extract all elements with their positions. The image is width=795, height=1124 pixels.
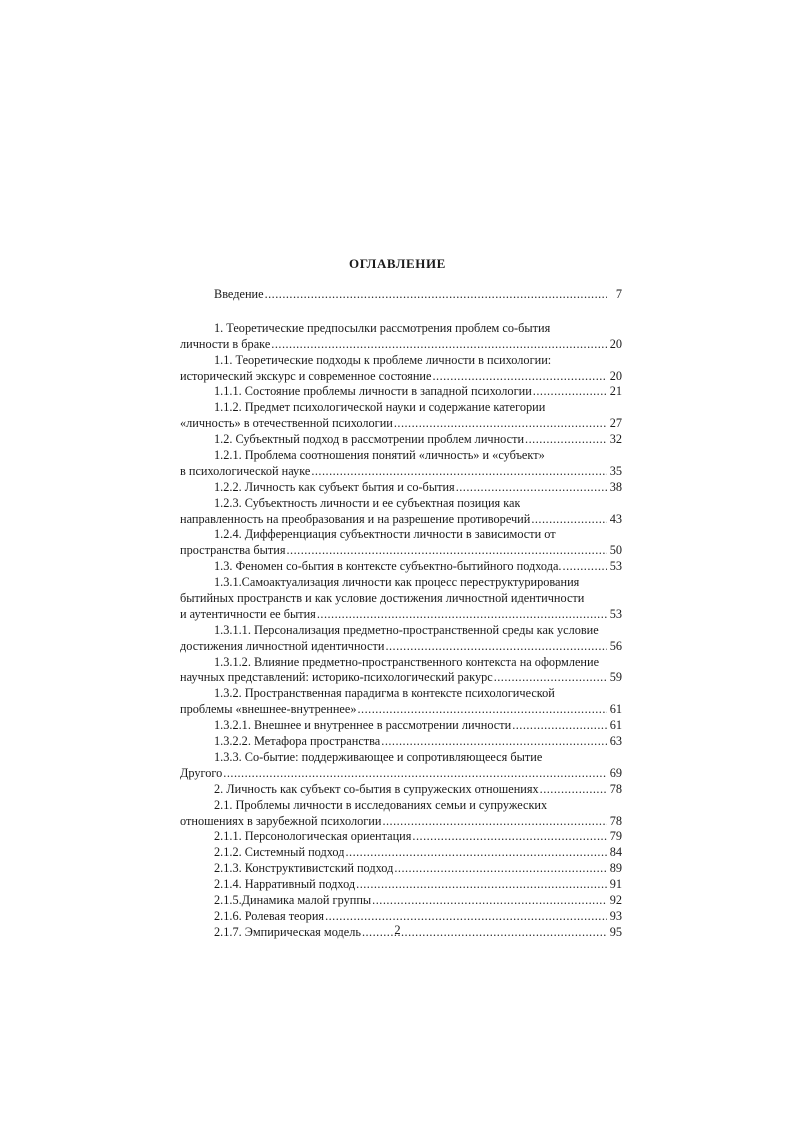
dot-leader xyxy=(372,893,607,909)
toc-entry-line xyxy=(180,369,622,385)
toc-entry-text: бытийных пространств и как условие достижения личностной идентичности xyxy=(180,591,585,606)
toc-entry-line xyxy=(180,464,622,480)
dot-leader xyxy=(385,639,607,655)
toc-heading: ОГЛАВЛЕНИЕ xyxy=(349,256,446,271)
dot-leader xyxy=(265,287,607,303)
toc-page-number: 43 xyxy=(609,511,622,526)
toc-page-number: 69 xyxy=(609,765,622,780)
toc-entry-line xyxy=(180,480,622,496)
toc-entry-line xyxy=(180,400,622,416)
toc-page-number: 56 xyxy=(609,638,622,653)
toc-entry-text: 1.3.1.Самоактуализация личности как процесс переструктурирования xyxy=(214,575,580,590)
toc-page-number: 89 xyxy=(609,861,622,876)
toc-entry-text: 1.3.1.2. Влияние предметно-пространственного контекста на оформление xyxy=(214,654,600,669)
toc-page-number: 78 xyxy=(609,813,622,828)
toc-entry-text: 1.1. Теоретические подходы к проблеме личности в психологии: xyxy=(214,352,552,367)
toc-page-number: 38 xyxy=(609,479,622,494)
toc-entry xyxy=(180,782,622,798)
toc-page-number: 59 xyxy=(609,670,622,685)
toc-entry-text: 1.2.1. Проблема соотношения понятий «личность» и «субъект» xyxy=(214,448,545,463)
toc-page-number: 50 xyxy=(609,543,622,558)
toc-entry-line xyxy=(180,766,622,782)
toc-entry-text: 2.1.3. Конструктивистский подход xyxy=(214,861,394,876)
toc-entry-line xyxy=(180,448,622,464)
toc-entry-text: «личность» в отечественной психологии xyxy=(180,416,393,431)
toc-entry-text: 2.1.2. Системный подход xyxy=(214,845,345,860)
toc-entry xyxy=(180,448,622,480)
toc-entry-line xyxy=(180,750,622,766)
dot-leader xyxy=(432,369,607,385)
dot-leader xyxy=(494,670,607,686)
toc-entry-text: направленность на преобразования и на разрешение противоречий xyxy=(180,511,531,526)
toc-entry-text: достижения личностной идентичности xyxy=(180,638,385,653)
toc-entry-line xyxy=(180,559,622,575)
toc-entry-text: 2.1.1. Персонологическая ориентация xyxy=(214,829,412,844)
toc-entry xyxy=(180,655,622,687)
toc-entry-line xyxy=(180,814,622,830)
toc-entry xyxy=(180,527,622,559)
toc-entry-line xyxy=(180,861,622,877)
dot-leader xyxy=(382,814,607,830)
toc-entry xyxy=(180,845,622,861)
toc-entry-line xyxy=(180,287,622,303)
toc-entry-text: 1.2.2. Личность как субъект бытия и со-бытия xyxy=(214,479,455,494)
table-of-contents xyxy=(180,287,622,941)
toc-page-number: 84 xyxy=(609,845,622,860)
toc-entry-text: 1.3. Феномен со-бытия в контексте субъектно-бытийного подхода. xyxy=(214,559,562,574)
toc-page-number: 92 xyxy=(609,892,622,907)
toc-entry-line xyxy=(180,416,622,432)
toc-page-number: 32 xyxy=(609,432,622,447)
toc-entry-text: 1.3.2.1. Внешнее и внутреннее в рассмотрении личности xyxy=(214,718,512,733)
dot-leader xyxy=(317,607,607,623)
toc-page-number: 53 xyxy=(609,559,622,574)
toc-page-number: 27 xyxy=(609,416,622,431)
toc-entry xyxy=(180,893,622,909)
toc-entry-text: и аутентичности ее бытия xyxy=(180,606,316,621)
toc-entry-text: 2.1.6. Ролевая теория xyxy=(214,908,325,923)
toc-page-number: 35 xyxy=(609,463,622,478)
toc-entry-text: 2. Личность как субъект со-бытия в супружеских отношениях xyxy=(214,781,539,796)
dot-leader xyxy=(533,384,607,400)
toc-entry-line xyxy=(180,512,622,528)
toc-entry xyxy=(180,734,622,750)
toc-entry-line xyxy=(180,607,622,623)
toc-entry-text: 2.1.4. Нарративный подход xyxy=(214,877,356,892)
toc-page-number: 21 xyxy=(609,384,622,399)
toc-entry-text: 1. Теоретические предпосылки рассмотрения проблем со-бытия xyxy=(214,320,551,335)
toc-entry-text: Введение xyxy=(214,287,264,301)
toc-entry-text: 2.1.7. Эмпирическая модель xyxy=(214,924,361,939)
toc-entry-line xyxy=(180,670,622,686)
dot-leader xyxy=(381,734,607,750)
toc-entry-line xyxy=(180,718,622,734)
toc-entry xyxy=(180,496,622,528)
toc-entry-text: 1.3.2. Пространственная парадигма в контексте психологической xyxy=(214,686,555,701)
toc-entry-line xyxy=(180,527,622,543)
toc-entry-line xyxy=(180,734,622,750)
toc-entry-line xyxy=(180,591,622,607)
toc-entry xyxy=(180,829,622,845)
toc-entry-text: научных представлений: историко-психологический ракурс xyxy=(180,670,493,685)
toc-page-number: 78 xyxy=(609,781,622,796)
toc-page-number: 53 xyxy=(609,606,622,621)
toc-entry xyxy=(180,287,622,303)
toc-entry-line xyxy=(180,623,622,639)
toc-entry-text: в психологической науке xyxy=(180,463,311,478)
toc-entry-text: 1.2. Субъектный подход в рассмотрении проблем личности xyxy=(214,432,525,447)
dot-leader xyxy=(287,543,608,559)
dot-leader xyxy=(356,877,607,893)
toc-entry-line xyxy=(180,321,622,337)
toc-entry-line xyxy=(180,798,622,814)
toc-entry xyxy=(180,623,622,655)
toc-entry-text: личности в браке xyxy=(180,336,271,351)
toc-page-number: 63 xyxy=(609,734,622,749)
toc-page-number: 93 xyxy=(609,908,622,923)
toc-entry xyxy=(180,877,622,893)
toc-entry-line xyxy=(180,829,622,845)
dot-leader xyxy=(394,861,607,877)
toc-entry-text: отношениях в зарубежной психологии xyxy=(180,813,382,828)
toc-page-number: 79 xyxy=(609,829,622,844)
toc-page-number: 95 xyxy=(609,924,622,939)
toc-entry-line xyxy=(180,639,622,655)
toc-entry xyxy=(180,718,622,734)
toc-page-number: 61 xyxy=(609,702,622,717)
toc-entry xyxy=(180,321,622,353)
toc-entry-line xyxy=(180,432,622,448)
toc-entry-line xyxy=(180,686,622,702)
toc-entry-text: 2.1. Проблемы личности в исследованиях семьи и супружеских xyxy=(214,797,548,812)
dot-leader xyxy=(563,559,607,575)
toc-entry-line xyxy=(180,655,622,671)
toc-entry-text: 1.3.2.2. Метафора пространства xyxy=(214,734,381,749)
dot-leader xyxy=(412,829,607,845)
toc-page-number: 20 xyxy=(609,368,622,383)
toc-entry-line xyxy=(180,702,622,718)
toc-entry-text: 1.2.3. Субъектность личности и ее субъектная позиция как xyxy=(214,495,521,510)
toc-entry-line xyxy=(180,893,622,909)
toc-entry-text: 1.3.1.1. Персонализация предметно-пространственной среды как условие xyxy=(214,622,599,637)
dot-leader xyxy=(311,464,607,480)
toc-entry-text: Другого xyxy=(180,765,223,780)
dot-leader xyxy=(540,782,607,798)
toc-entry xyxy=(180,480,622,496)
dot-leader xyxy=(531,512,607,528)
toc-entry-line xyxy=(180,543,622,559)
toc-page-number: 7 xyxy=(615,287,622,301)
dot-leader xyxy=(358,702,608,718)
toc-entry-line xyxy=(180,496,622,512)
dot-leader xyxy=(271,337,607,353)
section-gap xyxy=(180,303,622,321)
toc-entry xyxy=(180,400,622,432)
toc-page-number: 91 xyxy=(609,877,622,892)
toc-entry-text: 1.2.4. Дифференциация субъектности личности в зависимости от xyxy=(214,527,556,542)
toc-entry-line xyxy=(180,845,622,861)
toc-entry-line xyxy=(180,575,622,591)
dot-leader xyxy=(456,480,607,496)
toc-entry-text: 1.1.1. Состояние проблемы личности в западной психологии xyxy=(214,384,532,399)
toc-entry-line xyxy=(180,384,622,400)
toc-entry-text: исторический экскурс и современное состояние xyxy=(180,368,432,383)
toc-entry xyxy=(180,575,622,623)
toc-entry xyxy=(180,861,622,877)
toc-entry xyxy=(180,353,622,385)
toc-entry-line xyxy=(180,782,622,798)
dot-leader xyxy=(394,416,607,432)
toc-entry-text: пространства бытия xyxy=(180,543,286,558)
toc-entry-line xyxy=(180,877,622,893)
toc-entry-text: 2.1.5.Динамика малой группы xyxy=(214,892,372,907)
toc-entry-line xyxy=(180,337,622,353)
toc-entry xyxy=(180,559,622,575)
toc-entry-text: 1.1.2. Предмет психологической науки и содержание категории xyxy=(214,400,546,415)
toc-entry xyxy=(180,384,622,400)
toc-entry-text: 1.3.3. Со-бытие: поддерживающее и сопротивляющееся бытие xyxy=(214,749,543,764)
dot-leader xyxy=(223,766,607,782)
toc-entry-line xyxy=(180,353,622,369)
dot-leader xyxy=(525,432,607,448)
dot-leader xyxy=(345,845,607,861)
page-number: 2 xyxy=(394,923,401,937)
toc-entry xyxy=(180,432,622,448)
dot-leader xyxy=(512,718,607,734)
toc-entry xyxy=(180,686,622,718)
toc-entry-text: проблемы «внешнее-внутреннее» xyxy=(180,702,357,717)
toc-entry xyxy=(180,750,622,782)
toc-entry xyxy=(180,798,622,830)
toc-page-number: 20 xyxy=(609,336,622,351)
toc-page-number: 61 xyxy=(609,718,622,733)
